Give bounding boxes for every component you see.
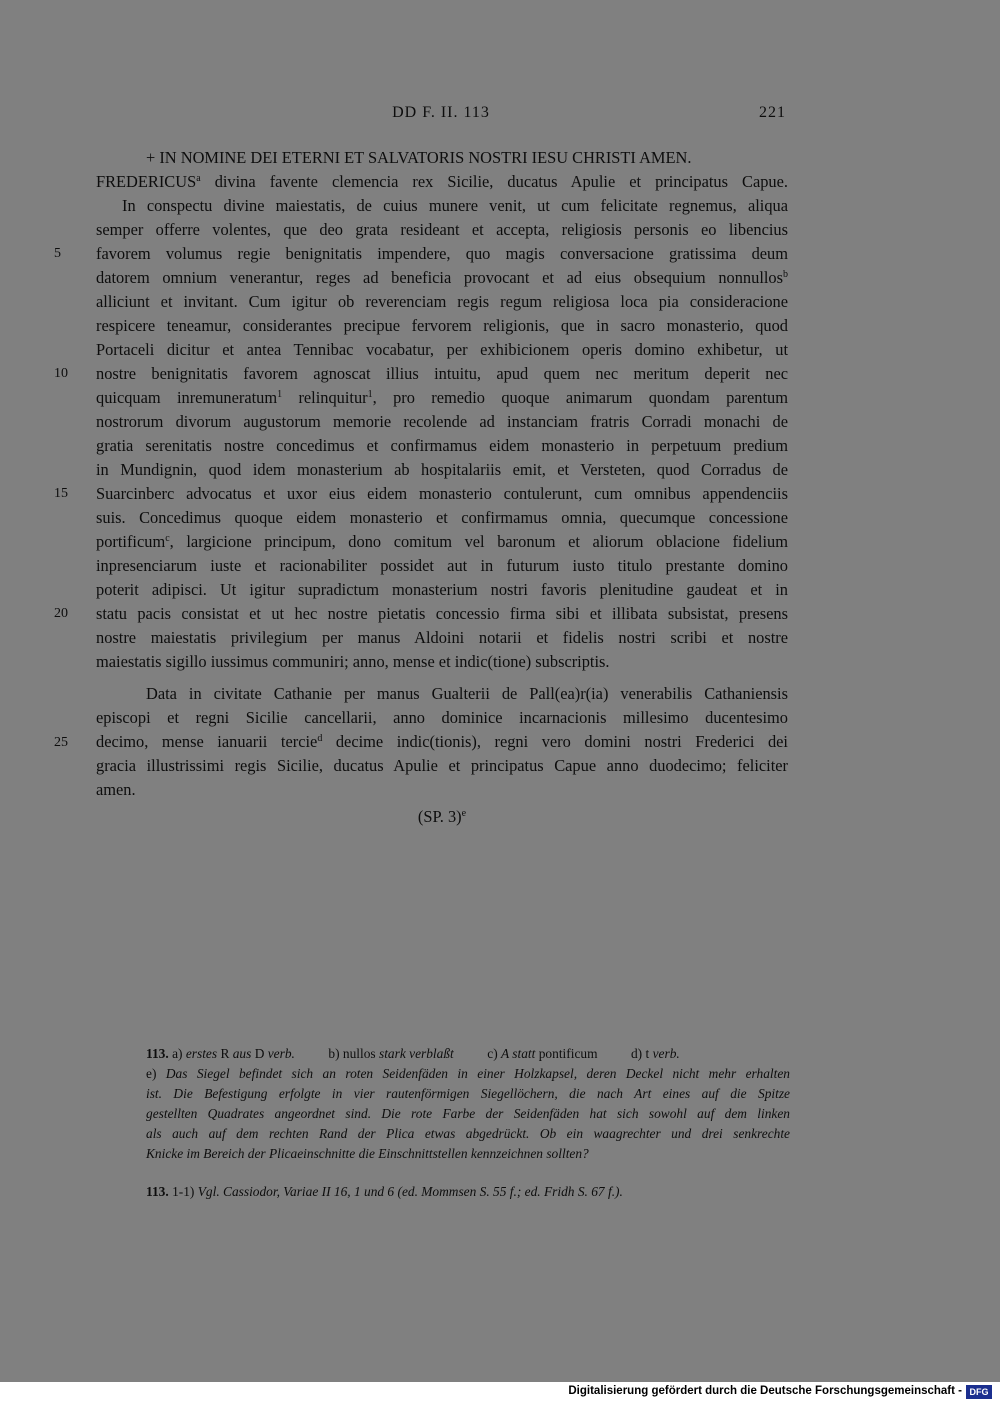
text-line: statu pacis consistat et ut hec nostre pietatis concessio firma sibi et illibata subsistat, presens (96, 604, 788, 623)
text-line: gratia serenitatis nostre concedimus et confirmamus eidem monasterio in perpetuum predium (96, 436, 788, 455)
intitulatio: FREDERICUS$^a$ divina favente clemencia rex Sicilie, ducatus Apulie et principatus Capue. (96, 172, 788, 191)
running-title: DD F. II. 113 (392, 104, 490, 121)
footer-bar (0, 1382, 1000, 1402)
page-header (96, 104, 786, 128)
source-note: 113. 1-1) Vgl. Cassiodor, Variae II 16, 1 und 6 (ed. Mommsen S. 55 f.; ed. Fridh S. 67 f.). (146, 1184, 623, 1199)
datum-line: gracia illustrissimi regis Sicilie, ducatus Apulie et principatus Capue anno duodecimo; feliciter (96, 756, 788, 775)
datum-line: amen. (96, 780, 136, 799)
funding-note: Digitalisierung gefördert durch die Deutsche Forschungsgemeinschaft - (568, 1385, 962, 1397)
note-line: gestellten Quadrates angeordnet sind. Die rote Farbe der Seidenfäden hat sich sowohl auf dem linken (146, 1106, 790, 1121)
text-line: alliciunt et invitant. Cum igitur ob reverenciam regis regum religiosa loca pia consideracione (96, 292, 788, 311)
datum-line: Data in civitate Cathanie per manus Gualterii de Pall(ea)r(ia) venerabilis Cathaniensis (146, 684, 788, 703)
seal-mark: (SP. 3)$^e$ (417, 807, 467, 826)
text-line: poterit adipisci. Ut igitur supradictum monasterium nostri favoris plenitudine gaudeat et in (96, 580, 788, 599)
invocatio: + IN NOMINE DEI ETERNI ET SALVATORIS NOSTRI IESU CHRISTI AMEN. (146, 148, 692, 167)
text-line: in Mundignin, quod idem monasterium ab hospitalariis emit, et Versteten, quod Corradus de (96, 460, 788, 479)
text-line: maiestatis sigillo iussimus communiri; anno, mense et indic(tione) subscriptis. (96, 652, 610, 671)
line-number: 20 (54, 606, 68, 621)
dfg-logo: DFG (966, 1385, 992, 1399)
text-line: suis. Concedimus quoque eidem monasterio et confirmamus omnia, quecumque concessione (96, 508, 788, 527)
text-line: nostre maiestatis privilegium per manus Aldoini notarii et fidelis nostri scribi et nostre (96, 628, 788, 647)
note-line: als auch auf dem rechten Rand der Plica etwas abgedrückt. Ob ein waagrechter und drei senkrechte (146, 1126, 790, 1141)
note-line: e) Das Siegel befindet sich an roten Seidenfäden in einer Holzkapsel, deren Deckel nicht mehr erhalten (146, 1066, 790, 1081)
line-number: 10 (54, 366, 68, 381)
note-line: ist. Die Befestigung erfolgte in vier rautenförmigen Siegellöchern, die nach Art eines auf die Spitze (146, 1086, 790, 1101)
text-line: datorem omnium venerantur, reges ad beneficia provocant et ad eius obsequium nonnullos$^b$ (96, 268, 788, 287)
text-line: nostrorum divorum augustorum memorie recolende ad instanciam fratris Corradi monachi de (96, 412, 788, 431)
text-line: favorem volumus regie benignitatis impendere, quo magis conversacione gratissima deum (96, 244, 788, 263)
line-number: 15 (54, 486, 68, 501)
text-line: respicere teneamur, considerantes precipue fervorem religionis, que in sacro monasterio, quod (96, 316, 788, 335)
line-number: 25 (54, 735, 68, 750)
text-line: In conspectu divine maiestatis, de cuius munere venit, ut cum felicitate regnemus, aliqua (122, 196, 788, 215)
datum-line: decimo, mense ianuarii tercie$^d$ decime indic(tionis), regni vero domini nostri Frederici dei (96, 732, 788, 751)
text-line: nostre benignitatis favorem agnoscat illius intuitu, apud quem nec meritum deperit nec (96, 364, 788, 383)
text-line: Portaceli dicitur et antea Tennibac vocabatur, per exhibicionem operis domino exhibetur, ut (96, 340, 788, 359)
text-line: inpresenciarum iuste et racionabiliter possidet aut in futurum iusto titulo prestante domino (96, 556, 788, 575)
text-line: Suarcinberc advocatus et uxor eius eidem monasterio contulerunt, cum omnibus appendenciis (96, 484, 788, 503)
charter-text (96, 146, 788, 802)
text-line: quicquam inremuneratum$^1$ relinquitur$^1$, pro remedio quoque animarum quondam parentum (96, 388, 788, 407)
note-line: 113. a) erstes R aus D verb. b) nullos stark verblaßt c) A statt pontificum d) t verb. (146, 1046, 680, 1061)
text-line: semper offerre volentes, que deo grata resideant et accepta, religiosis personis eo libencius (96, 220, 788, 239)
text-line: portificum$^c$, largicione principum, dono comitum vel baronum et aliorum oblacione fidelium (96, 532, 788, 551)
note-line: Knicke im Bereich der Plicaeinschnitte die Einschnittstellen kennzeichnen sollten? (146, 1146, 589, 1161)
critical-apparatus (146, 1044, 790, 1202)
page-number: 221 (759, 104, 786, 121)
datum-line: episcopi et regni Sicilie cancellarii, anno dominice incarnacionis millesimo ducentesimo (96, 708, 788, 727)
line-number: 5 (54, 246, 61, 261)
